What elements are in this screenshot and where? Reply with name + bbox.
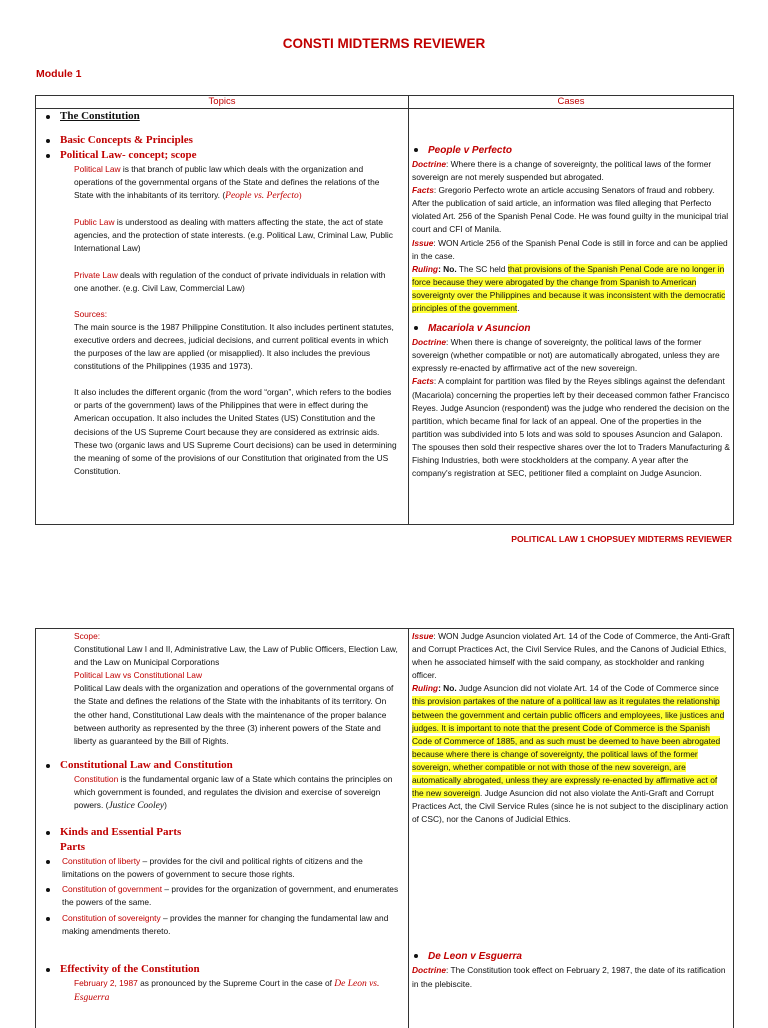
cases-column — [412, 143, 730, 480]
cases-column — [412, 630, 730, 991]
perfecto-facts: Facts: Gregorio Perfecto wrote an article accusing Senators of fraud and robbery. After the publication of said article, an information was filed alleging that Perfecto violated Art. 256 of the Spanish Penal Code. He was found guilty in the municipal trial court and CFI of Manila. — [412, 185, 729, 235]
heading-effectivity: Effectivity of the Constitution — [44, 962, 400, 977]
topics-header: Topics — [208, 96, 236, 107]
sources-paragraph-1: The main source is the 1987 Philippine Constitution. It also includes pertinent statutes, executive orders and decrees, judicial decisions, and current political events in which the purposes of the law are applied (or misapplied). It also includes the previous constitutions of the Philippines (1935 and 1973). — [74, 321, 394, 372]
constitution-of-government: Constitution of government – provides for the organization of government, and enumerates the powers of the same. — [44, 883, 400, 909]
heading-constitutional-law: Constitutional Law and Constitution — [44, 758, 400, 773]
scope-label: Scope: — [74, 631, 101, 641]
cases-header: Cases — [557, 96, 585, 107]
heading-constitution: The Constitution — [44, 109, 400, 124]
column-divider — [408, 629, 409, 1028]
column-divider — [408, 96, 409, 524]
heading-parts: Parts — [60, 841, 86, 854]
heading-political-law: Political Law- concept; scope — [44, 148, 400, 163]
document-title: CONSTI MIDTERMS REVIEWER — [282, 36, 486, 51]
perfecto-issue: Issue: WON Article 256 of the Spanish Penal Code is still in force and can be applied in the case. — [412, 237, 728, 261]
table-page-2 — [35, 628, 734, 1028]
pl-vs-cl-text: Political Law deals with the organization and operations of the governmental organs of the State and defines the relations of the State with the inhabitants of its territory. On the other hand, Constitutional Law deals with the maintenance of the proper balance between authority as represented by the three (3) inherent powers of the State and liberty as guaranteed by the Bill of Rights. — [74, 683, 394, 746]
heading-basic-concepts: Basic Concepts & Principles — [44, 133, 400, 148]
effectivity-text: February 2, 1987 as pronounced by the Supreme Court in the case of De Leon vs. Esguerra — [74, 977, 380, 1003]
case-heading-de-leon: De Leon v Esguerra — [412, 949, 730, 964]
macariola-facts: Facts: A complaint for partition was filed by the Reyes siblings against the defendant (Macariola) concerning the properties left by their deceased common father Francisco Reyes. Judge Asuncion (respondent) was the judge who rendered the decision on the partition, which became final for lack of an appeal. One of the properties in the partition was subdivided into 5 lots and was sold to spouses Asuncion and Galapon. The spouses then sold their respective shares over the lot to Traders Manufacturing & Fishing Industries, both were stockholders at the company. A year after the company's registration at SEC, petitioner filed a complaint on Judge Asuncion. — [412, 376, 730, 479]
private-law-definition: Private Law deals with regulation of the conduct of private individuals in relation with one another. (e.g. Civil Law, Commercial Law) — [74, 269, 386, 293]
political-law-definition: Political Law is that branch of public law which deals with the organization and operations of the governmental organs of the State and defines the relations of the State with the inhabitants of its territory. (People vs. Perfecto) — [74, 164, 380, 202]
case-heading-perfecto: People v Perfecto — [412, 143, 730, 158]
macariola-issue: Issue: WON Judge Asuncion violated Art. 14 of the Code of Commerce, the Anti-Graft and Corrupt Practices Act, the Civil Service Rules, and the Canons of Judicial Ethics, when he associated himself with the said company, as stockholder and ranking officer. — [412, 631, 730, 681]
macariola-doctrine: Doctrine: When there is change of sovereignty, the political laws of the former sovereign (whether compatible or not) are automatically abrogated, unless they are expressly re-enacted by affirmative act of the new sovereign. — [412, 337, 720, 374]
constitution-definition: Constitution is the fundamental organic law of a State which contains the principles on which government is founded, and regulates the division and exercise of sovereign powers. (Justice Cooley) — [74, 773, 393, 812]
table-header — [36, 96, 733, 109]
page-footer: POLITICAL LAW 1 CHOPSUEY MIDTERMS REVIEWER — [511, 534, 732, 544]
macariola-ruling: Ruling: No. Judge Asuncion did not violate Art. 14 of the Code of Commerce since this provision partakes of the nature of a political law as it regulates the relationship between the government and certain public officers and employees, like justices and judges. It is important to note that the present Code of Commerce is the Spanish Code of Commerce of 1885, and as such must be deemed to have been abrogated because where there is change of sovereignty, the political laws of the former sovereign, whether compatible or not with those of the new sovereign, are automatically abrogated, unless they are expressly re-enacted by affirmative act of the new sovereign. Judge Asuncion did not also violate the Anti-Graft and Corrupt Practices Act, the Civil Service Rules (since he is not subject to the disciplinary action of CSC), nor the Canons of Judicial Ethics. — [412, 683, 729, 825]
de-leon-doctrine: Doctrine: The Constitution took effect on February 2, 1987, the date of its ratification in the plebiscite. — [412, 965, 726, 989]
case-heading-macariola: Macariola v Asuncion — [412, 321, 730, 336]
heading-kinds: Kinds and Essential Parts — [44, 825, 400, 840]
sources-label: Sources: — [74, 308, 108, 319]
public-law-definition: Public Law is understood as dealing with matters affecting the state, the act of state agencies, and the protection of state interests. (e.g. Political Law, Criminal Law, Public International Law) — [74, 217, 393, 254]
scope-text: Constitutional Law I and II, Administrative Law, the Law of Public Officers, Election Law, and the Law on Municipal Corporations — [74, 644, 398, 668]
constitution-of-liberty: Constitution of liberty – provides for the civil and political rights of citizens and the limitations on the powers of government to secure those rights. — [44, 855, 400, 881]
pl-vs-cl-label: Political Law vs Constitutional Law — [74, 670, 203, 681]
table-page-1 — [35, 95, 734, 525]
perfecto-ruling: Ruling: No. The SC held that provisions of the Spanish Penal Code are no longer in force because they were abrogated by the change from Spanish to American sovereignty over the Philippines and because it was inconsistent with the democratic principles of the government. — [412, 263, 726, 314]
constitution-of-sovereignty: Constitution of sovereignty – provides the manner for changing the fundamental law and making amendments thereto. — [44, 912, 400, 938]
perfecto-doctrine: Doctrine: Where there is a change of sovereignty, the political laws of the former sovereign are not merely suspended but abrogated. — [412, 159, 712, 183]
topics-column — [44, 630, 400, 1005]
sources-paragraph-2: It also includes the different organic (from the word “organ”, which refers to the bodies or parts of the government) laws of the Philippines that were in effect during the American occupation. It also includes the United States (US) Constitution and the decisions of the US Supreme Court because they are considered as extrinsic aids. These two (organic laws and US Supreme Court decisions) can be used in determining the meaning of some of the provisions of our Constitution that originated from the US Constitution. — [74, 387, 397, 476]
module-label: Module 1 — [36, 68, 82, 80]
topics-column — [44, 109, 400, 478]
